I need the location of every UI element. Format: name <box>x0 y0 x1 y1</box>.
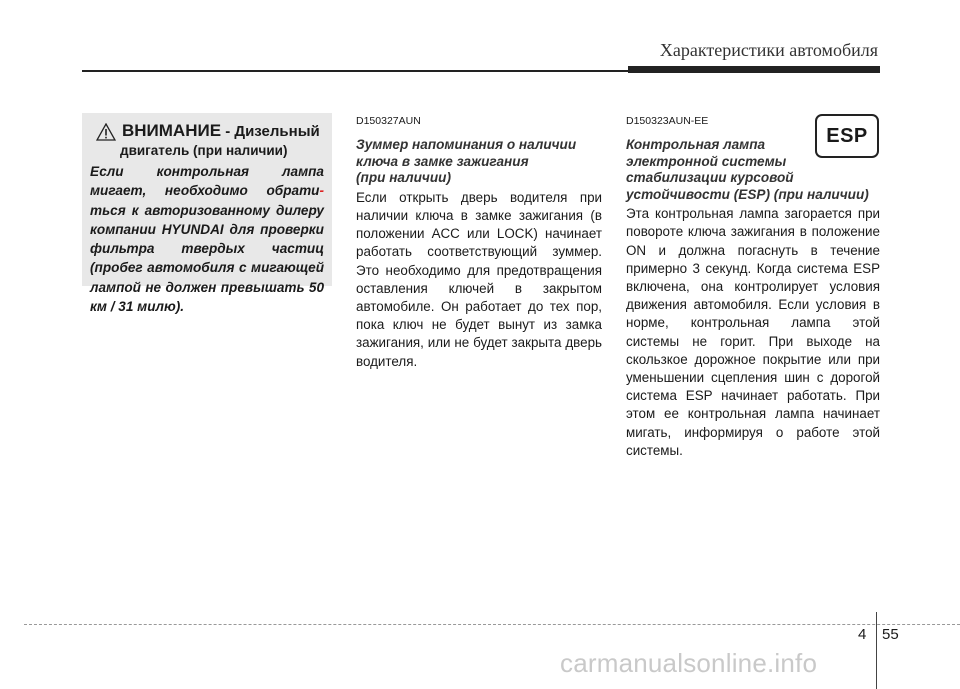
section-title-line: Зуммер напоминания о наличии <box>356 137 577 153</box>
section-body: Эта контрольная лампа загорается при повороте ключа зажигания в положение ON и должна погаснуть в течение примерно 3 секунд. Когда система ESP включена, она контролирует условия движения автомобиля. Если условия в норме, контрольная лампа этой системы не горит. При выходе на скользкое дорожное покрытие или при уменьшении сцепления шин с дорогой система ESP начинает работать. При этом ее контрольная лампа начинает мигать, информируя о работе этой системы. <box>626 206 880 458</box>
section-title-line: электронной системы <box>626 153 787 169</box>
footer-rule <box>24 624 960 626</box>
warning-body-line: мигает, необходимо обрати- <box>90 183 324 199</box>
warning-body-line: фильтра твердых частиц <box>90 241 324 257</box>
section-code: D150327AUN <box>356 115 421 127</box>
page-number: 55 <box>882 626 899 643</box>
section-title <box>356 137 602 187</box>
section-title-line: Контрольная лампа <box>626 137 766 153</box>
section-key-reminder <box>356 112 602 371</box>
section-code: D150323AUN-EE <box>626 115 709 127</box>
header-rule-accent <box>628 66 880 73</box>
section-title-line: (при наличии) <box>356 170 451 186</box>
section-title-line: стабилизации курсовой <box>626 170 794 186</box>
section-title-line: устойчивости (ESP) (при наличии) <box>626 186 869 202</box>
warning-title-suffix: - Дизельный <box>225 123 320 140</box>
warning-body-line: ться к авторизованному дилеру <box>90 202 324 218</box>
watermark: carmanualsonline.info <box>560 648 818 678</box>
warning-triangle-icon <box>96 123 116 141</box>
page-header-title: Характеристики автомобиля <box>659 40 878 60</box>
warning-body-line: Если контрольная лампа <box>90 164 324 179</box>
section-esp-lamp <box>626 112 880 460</box>
warning-body-line: компании HYUNDAI для проверки <box>90 221 324 237</box>
chapter-number: 4 <box>858 626 867 643</box>
warning-body <box>90 162 324 316</box>
warning-title-main: ВНИМАНИЕ <box>122 121 222 140</box>
warning-box <box>82 113 332 315</box>
warning-subtitle: двигатель (при наличии) <box>120 143 288 158</box>
warning-body-line: км / 31 милю). <box>90 299 185 315</box>
esp-indicator-icon: ESP <box>815 114 879 158</box>
section-title <box>626 137 869 203</box>
page-number-separator <box>876 612 877 689</box>
section-body: Если открыть дверь водителя при наличии ключа в замке зажигания (в положении ACC или LOCK) начинает работать соответствующий зуммер. Это необходимо для предотвращения оставления ключей в закрытом автомобиле. Он работает до тех пор, пока ключ не будет вынут из замка зажигания, или не будет закрыта дверь водителя. <box>356 189 602 369</box>
section-title-line: ключа в замке зажигания <box>356 153 529 169</box>
warning-body-line: (пробег автомобиля с мигающей <box>90 260 324 276</box>
warning-body-line: лампой не должен превышать 50 <box>90 279 324 295</box>
warning-title <box>122 121 320 141</box>
